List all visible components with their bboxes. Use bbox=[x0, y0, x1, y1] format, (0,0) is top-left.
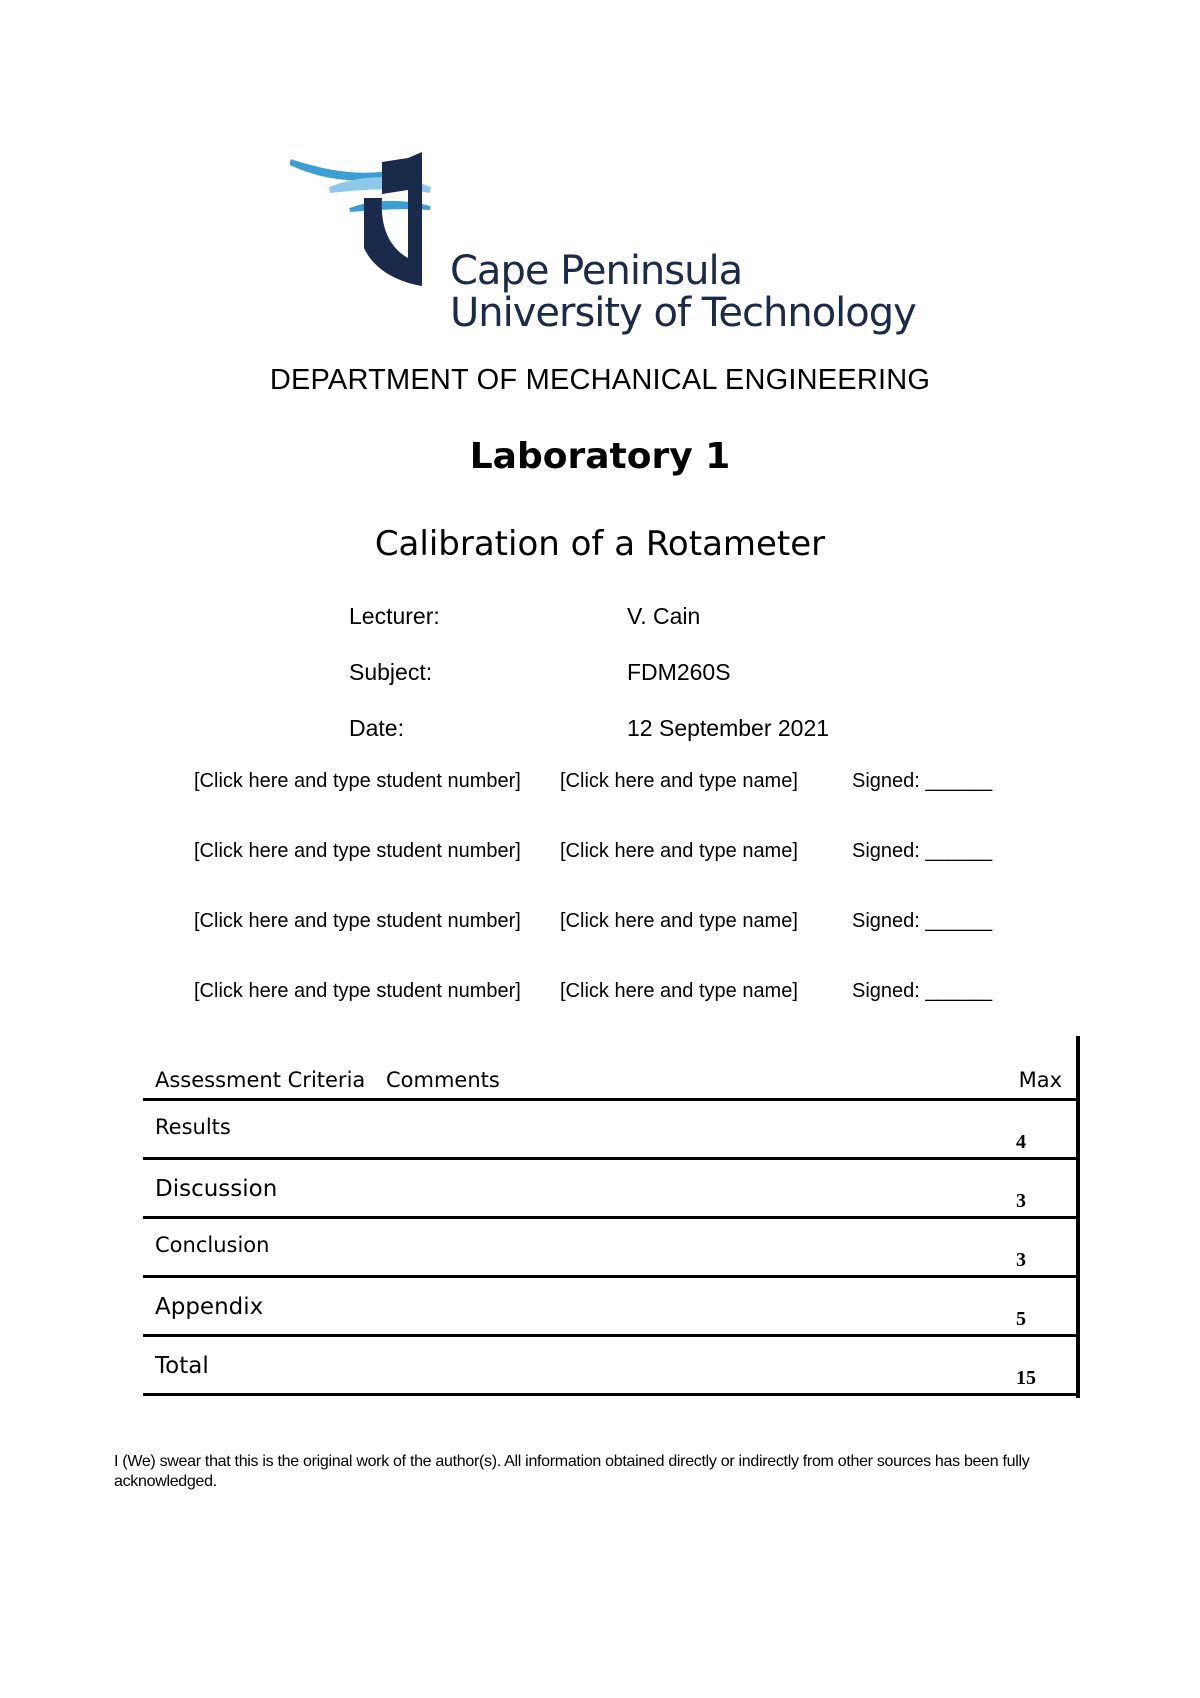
table-row bbox=[143, 1337, 1076, 1396]
student-name-field[interactable]: [Click here and type name] bbox=[560, 840, 798, 862]
max-score: 15 bbox=[1016, 1367, 1036, 1389]
table-row bbox=[143, 1278, 1076, 1337]
header-criteria: Assessment Criteria bbox=[155, 1068, 366, 1092]
info-row-date bbox=[349, 715, 830, 742]
info-label: Subject: bbox=[349, 659, 433, 685]
header-comments: Comments bbox=[386, 1068, 500, 1092]
info-row-subject bbox=[349, 659, 731, 686]
table-header-row bbox=[143, 1036, 1076, 1101]
table-right-border bbox=[1076, 1036, 1080, 1398]
logo-line-1: Cape Peninsula bbox=[450, 248, 743, 294]
university-logo bbox=[290, 150, 920, 350]
info-label: Lecturer: bbox=[349, 603, 440, 629]
signature-field: Signed: ______ bbox=[852, 910, 993, 932]
logo-wordmark bbox=[450, 250, 916, 334]
criteria-label: Conclusion bbox=[155, 1233, 270, 1257]
signature-field: Signed: ______ bbox=[852, 770, 993, 792]
student-name-field[interactable]: [Click here and type name] bbox=[560, 770, 798, 792]
student-name-field[interactable]: [Click here and type name] bbox=[560, 980, 798, 1002]
logo-line-2: University of Technology bbox=[450, 290, 916, 336]
header-max: Max bbox=[1018, 1068, 1062, 1092]
table-row bbox=[143, 1219, 1076, 1278]
student-number-field[interactable]: [Click here and type student number] bbox=[194, 980, 521, 1002]
criteria-label: Discussion bbox=[155, 1176, 278, 1202]
criteria-label: Results bbox=[155, 1115, 231, 1139]
lab-subtitle: Calibration of a Rotameter bbox=[374, 524, 826, 564]
signature-field: Signed: ______ bbox=[852, 980, 993, 1002]
max-score: 5 bbox=[1016, 1308, 1026, 1330]
student-name-field[interactable]: [Click here and type name] bbox=[560, 910, 798, 932]
assessment-table bbox=[143, 1036, 1080, 1398]
info-label: Date: bbox=[349, 715, 404, 741]
declaration-text: I (We) swear that this is the original work of the author(s). All information obtained directly or indirectly from other sources has been fully acknowledged. bbox=[114, 1453, 1030, 1490]
info-row-lecturer bbox=[349, 603, 701, 630]
info-value: V. Cain bbox=[627, 603, 701, 629]
table-row bbox=[143, 1160, 1076, 1219]
student-number-field[interactable]: [Click here and type student number] bbox=[194, 770, 521, 792]
criteria-label: Total bbox=[155, 1353, 209, 1379]
table-row bbox=[143, 1101, 1076, 1160]
department-heading: DEPARTMENT OF MECHANICAL ENGINEERING bbox=[269, 364, 931, 396]
student-number-field[interactable]: [Click here and type student number] bbox=[194, 910, 521, 932]
criteria-label: Appendix bbox=[155, 1294, 264, 1320]
lab-title: Laboratory 1 bbox=[469, 436, 731, 477]
info-value: 12 September 2021 bbox=[627, 715, 830, 741]
student-number-field[interactable]: [Click here and type student number] bbox=[194, 840, 521, 862]
info-value: FDM260S bbox=[627, 659, 731, 685]
max-score: 4 bbox=[1016, 1131, 1026, 1153]
max-score: 3 bbox=[1016, 1249, 1026, 1271]
max-score: 3 bbox=[1016, 1190, 1026, 1212]
signature-field: Signed: ______ bbox=[852, 840, 993, 862]
